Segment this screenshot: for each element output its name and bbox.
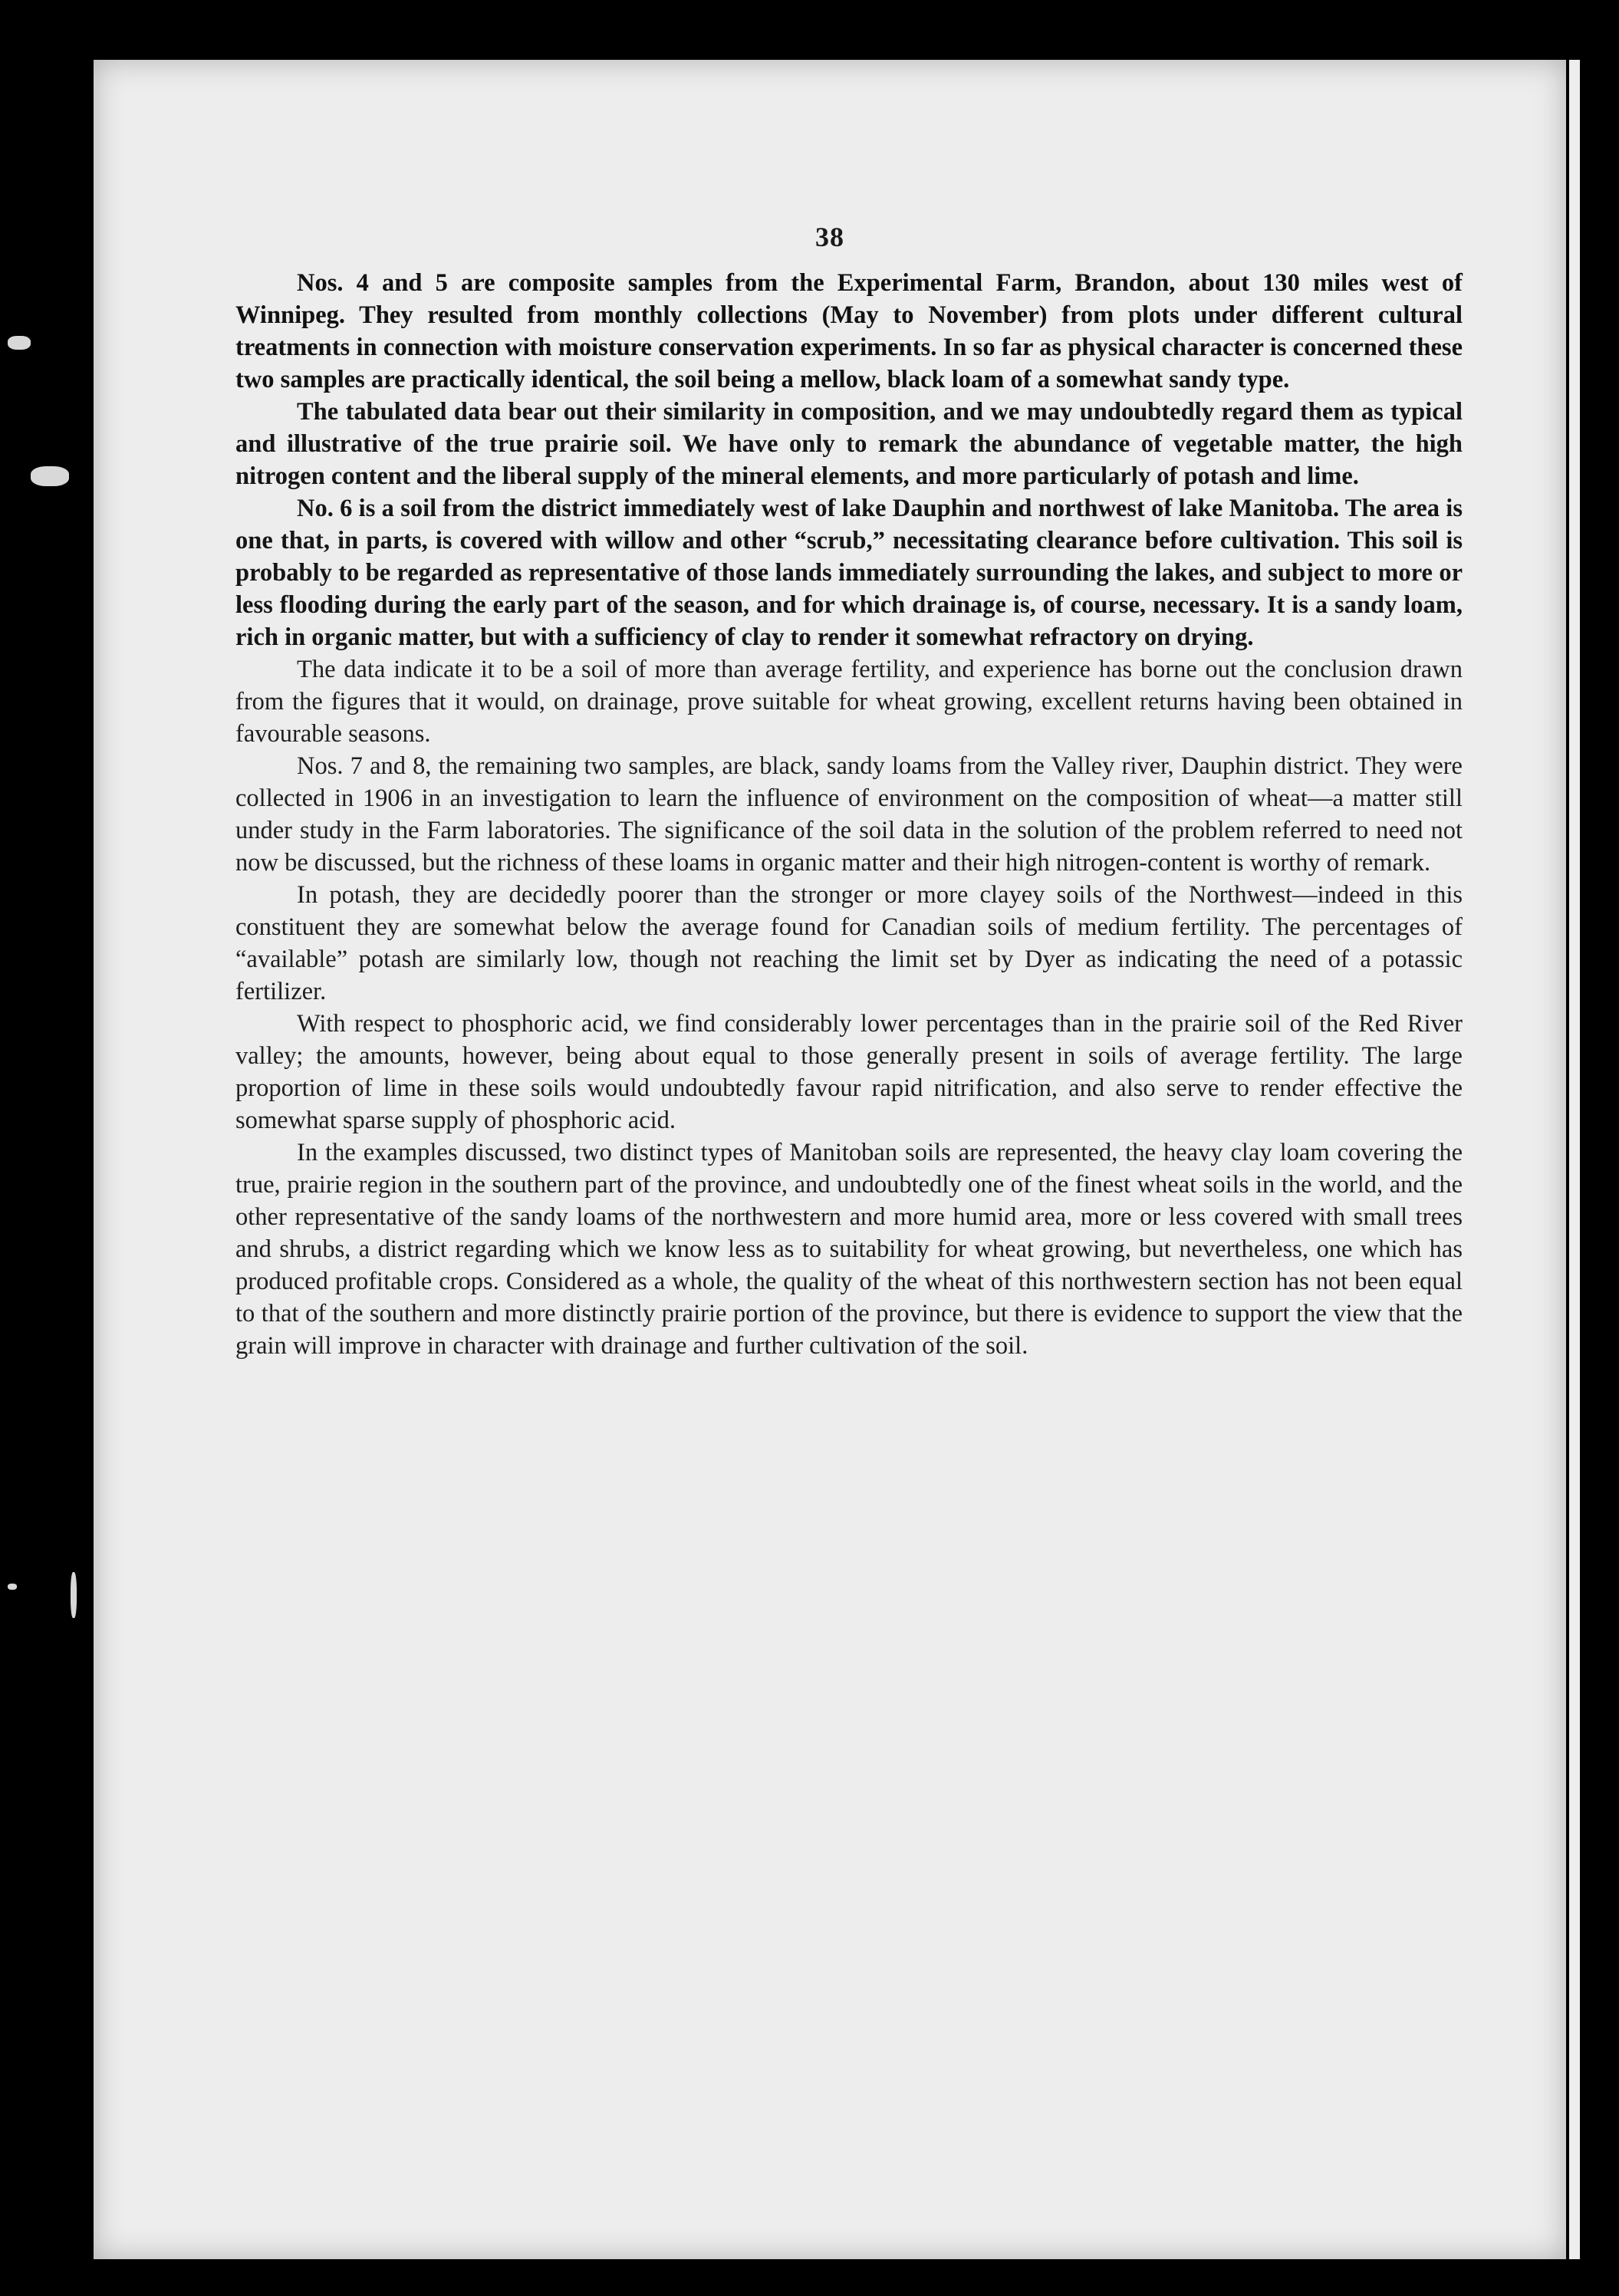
body-text	[235, 267, 1463, 1362]
paragraph-1: Nos. 4 and 5 are composite samples from the Experimental Farm, Brandon, about 130 miles west of Winnipeg. They resulted from monthly collections (May to November) from plots under different cultural treatments in connection with moisture conservation experiments. In so far as physical character is concerned these two samples are practically identical, the soil being a mellow, black loam of a somewhat sandy type.	[235, 269, 1463, 393]
scan-artifact	[8, 1584, 17, 1590]
paragraph-4: The data indicate it to be a soil of more than average fertility, and experience has borne out the conclusion drawn from the figures that it would, on drainage, prove suitable for wheat growing, excellent returns having been obtained in favourable seasons.	[235, 656, 1463, 748]
scan-artifact	[71, 1572, 77, 1618]
paragraph-5: Nos. 7 and 8, the remaining two samples, are black, sandy loams from the Valley river, Dauphin district. They were collected in 1906 in an investigation to learn the influence of environment on the composition of wheat—a matter still under study in the Farm laboratories. The significance of the soil data in the solution of the problem referred to need not now be discussed, but the richness of these loams in organic matter and their high nitrogen-content is worthy of remark.	[235, 752, 1463, 877]
paragraph-8: In the examples discussed, two distinct types of Manitoban soils are represented, the heavy clay loam covering the true, prairie region in the southern part of the province, and undoubtedly one of the finest wheat soils in the world, and the other representative of the sandy loams of the northwestern and more humid area, more or less covered with small trees and shrubs, a district regarding which we know less as to suitability for wheat growing, but nevertheless, one which has produced profitable crops. Considered as a whole, the quality of the wheat of this northwestern section has not been equal to that of the southern and more distinctly prairie portion of the province, but there is evidence to support the view that the grain will improve in character with drainage and further cultivation of the soil.	[235, 1139, 1463, 1360]
paragraph-2: The tabulated data bear out their similarity in composition, and we may undoubtedly regard them as typical and illustrative of the true prairie soil. We have only to remark the abundance of vegetable matter, the high nitrogen content and the liberal supply of the mineral elements, and more particularly of potash and lime.	[235, 398, 1463, 490]
paragraph-7: With respect to phosphoric acid, we find considerably lower percentages than in the prairie soil of the Red River valley; the amounts, however, being about equal to those generally present in soils of average fertility. The large proportion of lime in these soils would undoubtedly favour rapid nitrification, and also serve to render effective the somewhat sparse supply of phosphoric acid.	[235, 1010, 1463, 1134]
scan-artifact	[31, 466, 69, 486]
paragraph-3: No. 6 is a soil from the district immediately west of lake Dauphin and northwest of lake Manitoba. The area is one that, in parts, is covered with willow and other “scrub,” necessitating clearance before cultivation. This soil is probably to be regarded as representative of those lands immediately surrounding the lakes, and subject to more or less flooding during the early part of the season, and for which drainage is, of course, necessary. It is a sandy loam, rich in organic matter, but with a sufficiency of clay to render it somewhat refractory on drying.	[235, 495, 1463, 651]
paragraph-6: In potash, they are decidedly poorer than the stronger or more clayey soils of the Northwest—indeed in this constituent they are somewhat below the average found for Canadian soils of medium fertility. The percentages of “available” potash are similarly low, though not reaching the limit set by Dyer as indicating the need of a potassic fertilizer.	[235, 881, 1463, 1005]
page-number: 38	[815, 222, 844, 252]
adjacent-page-edge	[1569, 60, 1580, 2259]
scan-artifact	[8, 336, 31, 350]
document-page	[94, 60, 1566, 2259]
